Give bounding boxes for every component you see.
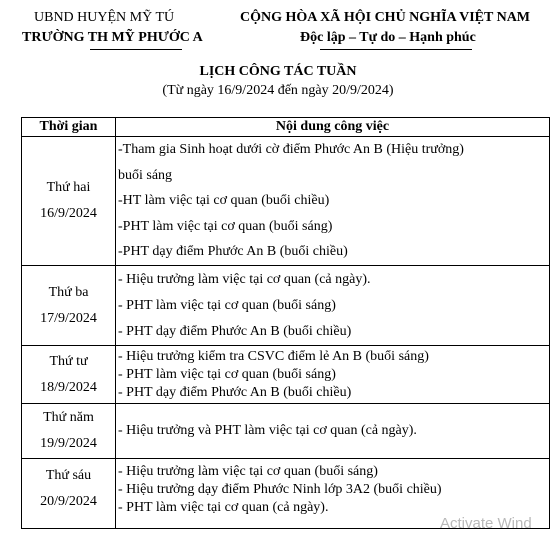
- day-cell: [22, 404, 116, 459]
- column-header-time: Thời gian: [22, 118, 116, 137]
- task-line: - PHT làm việc tại cơ quan (buổi sáng): [118, 366, 336, 382]
- task-line: - Hiệu trưởng dạy điểm Phước Ninh lớp 3A2 (buổi chiều): [118, 482, 442, 497]
- day-name: Thứ ba: [48, 284, 89, 300]
- table-row: [22, 137, 550, 266]
- table-row: [22, 266, 550, 346]
- activation-watermark: Activate Wind: [440, 515, 532, 532]
- column-header-content: Nội dung công việc: [116, 118, 550, 137]
- nation-motto: Độc lập – Tự do – Hạnh phúc: [300, 30, 476, 45]
- task-line: - PHT dạy điểm Phước An B (buổi chiều): [118, 384, 352, 400]
- day-name: Thứ tư: [49, 353, 88, 369]
- task-line: -Tham gia Sinh hoạt dưới cờ điểm Phước An B (Hiệu trưởng): [118, 142, 464, 158]
- task-line: - PHT làm việc tại cơ quan (cả ngày).: [118, 500, 329, 515]
- table-row: [22, 346, 550, 404]
- day-cell: [22, 266, 116, 346]
- day-name: Thứ hai: [46, 180, 91, 195]
- document-title: LỊCH CÔNG TÁC TUẦN: [199, 64, 357, 79]
- day-cell: [22, 459, 116, 529]
- day-cell: [22, 346, 116, 404]
- task-line: - Hiệu trưởng làm việc tại cơ quan (cả ngày).: [118, 271, 371, 287]
- content-cell: [116, 266, 550, 346]
- table-header-row: [22, 118, 550, 137]
- nation-title: CỘNG HÒA XÃ HỘI CHỦ NGHĨA VIỆT NAM: [240, 10, 531, 25]
- day-date: 18/9/2024: [40, 379, 97, 395]
- task-line: - PHT làm việc tại cơ quan (buổi sáng): [118, 297, 336, 313]
- day-name: Thứ sáu: [45, 468, 92, 483]
- day-cell: [22, 137, 116, 266]
- day-date: 16/9/2024: [40, 206, 97, 221]
- task-line: - Hiệu trưởng làm việc tại cơ quan (buổi sáng): [118, 464, 378, 479]
- task-line: -PHT dạy điểm Phước An B (buổi chiều): [118, 244, 348, 260]
- day-date: 20/9/2024: [40, 494, 97, 509]
- content-cell: [116, 137, 550, 266]
- day-date: 19/9/2024: [40, 436, 97, 451]
- header-underline-left: [90, 49, 182, 50]
- org-name-line1: UBND HUYỆN MỸ TÚ: [34, 10, 175, 25]
- day-date: 17/9/2024: [40, 310, 97, 326]
- task-line: -HT làm việc tại cơ quan (buổi chiều): [118, 193, 330, 209]
- content-cell: [116, 346, 550, 404]
- day-name: Thứ năm: [43, 410, 94, 425]
- task-line: - PHT dạy điểm Phước An B (buổi chiều): [118, 323, 352, 339]
- task-line: - Hiệu trưởng và PHT làm việc tại cơ quan (cả ngày).: [118, 423, 417, 438]
- table-row: [22, 404, 550, 459]
- task-line: - Hiệu trưởng kiểm tra CSVC điểm lẻ An B (buổi sáng): [118, 348, 429, 364]
- document-subtitle: (Từ ngày 16/9/2024 đến ngày 20/9/2024): [162, 83, 394, 98]
- header-underline-right: [320, 49, 472, 50]
- schedule-table: [21, 117, 550, 529]
- task-line: buổi sáng: [118, 167, 173, 183]
- task-line: -PHT làm việc tại cơ quan (buổi sáng): [118, 218, 333, 234]
- org-name-line2: TRƯỜNG TH MỸ PHƯỚC A: [22, 30, 203, 45]
- content-cell: [116, 404, 550, 459]
